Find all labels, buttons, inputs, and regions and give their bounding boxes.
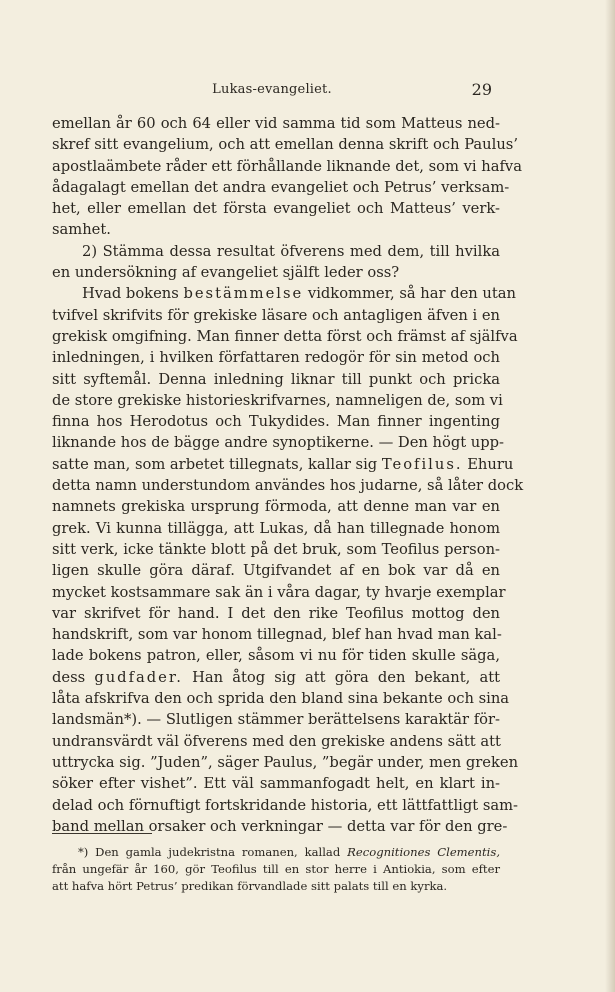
- text-line: söker efter vishet”. Ett väl sammanfogadt helt, en klart in-: [52, 775, 500, 793]
- text-line: detta namn understundom användes hos judarne, så låter dock: [52, 477, 524, 495]
- footnote-italic-title: Recognitiones Clementis,: [347, 845, 501, 859]
- footnote-line: från ungefär år 160, gör Teofilus till en stor herre i Antiokia, som efter: [52, 862, 500, 876]
- spaced-emphasis: gudfader.: [94, 668, 183, 686]
- text-run: Ehuru: [467, 455, 514, 473]
- text-line: landsmän*). — Slutligen stämmer berättelsens karaktär för-: [52, 711, 500, 729]
- text-line: band mellan orsaker och verkningar — detta var för den gre-: [52, 817, 508, 835]
- text-line: uttrycka sig. ”Juden”, säger Paulus, ”begär under, men greken: [52, 753, 519, 771]
- text-line: grekisk omgifning. Man finner detta först och främst af själfva: [52, 327, 518, 345]
- text-line: en undersökning af evangeliet själft leder oss?: [52, 264, 400, 282]
- text-line: sitt verk, icke tänkte blott på det bruk, som Teofilus person-: [52, 540, 500, 558]
- text-line: mycket kostsammare sak än i våra dagar, ty hvarje exemplar: [52, 583, 506, 601]
- text-line: apostlaämbete råder ett förhållande liknande det, som vi hafva: [52, 157, 522, 175]
- text-line: undransvärdt väl öfverens med den grekiske andens sätt att: [52, 732, 501, 750]
- page-edge-shadow: [605, 0, 615, 992]
- text-line: skref sitt evangelium, och att emellan denna skrift och Paulus’: [52, 136, 518, 154]
- body-text: [52, 113, 524, 837]
- text-run: dess: [52, 668, 86, 686]
- text-line: inledningen, i hvilken författaren redogör för sin metod och: [52, 349, 500, 367]
- text-line: de store grekiske historieskrifvarnes, namneligen de, som vi: [52, 391, 503, 409]
- text-line: lade bokens patron, eller, såsom vi nu för tiden skulle säga,: [52, 647, 500, 665]
- footnote-line: [52, 844, 500, 861]
- text-line: låta afskrifva den och sprida den bland sina bekante och sina: [52, 690, 510, 708]
- spaced-emphasis: Teofilus.: [381, 455, 463, 473]
- text-line: tvifvel skrifvits för grekiske läsare och antagligen äfven i en: [52, 306, 500, 324]
- text-line: delad och förnuftigt fortskridande historia, ett lättfattligt sam-: [52, 796, 519, 814]
- text-line: [52, 454, 514, 475]
- running-title: Lukas-evangeliet.: [212, 82, 332, 97]
- text-line: [52, 283, 516, 304]
- footnote-divider: [52, 833, 152, 834]
- text-line: ligen skulle göra däraf. Utgifvandet af en bok var då en: [52, 562, 500, 580]
- text-run: vidkommer, så har den utan: [307, 285, 516, 303]
- text-run: Han åtog sig att göra den bekant, att: [192, 668, 501, 686]
- text-line: sitt syftemål. Denna inledning liknar till punkt och pricka: [52, 370, 500, 388]
- footnote-line: att hafva hört Petrus’ predikan förvandlade sitt palats till en kyrka.: [52, 879, 448, 893]
- page-number: 29: [471, 80, 492, 99]
- text-run: satte man, som arbetet tillegnats, kallar sig: [52, 455, 378, 473]
- text-line: samhet.: [52, 221, 111, 239]
- text-line: liknande hos de bägge andre synoptikerne. — Den högt upp-: [52, 434, 505, 452]
- text-line: namnets grekiska ursprung förmoda, att denne man var en: [52, 498, 500, 516]
- text-line: emellan år 60 och 64 eller vid samma tid som Matteus ned-: [52, 115, 500, 132]
- page-header: [52, 82, 492, 106]
- text-line: var skrifvet för hand. I det den rike Teofilus mottog den: [52, 604, 500, 622]
- footnote-text: *) Den gamla judekristna romanen, kallad: [78, 845, 341, 859]
- spaced-emphasis: bestämmelse: [183, 285, 304, 303]
- text-line: 2) Stämma dessa resultat öfverens med dem, till hvilka: [82, 242, 500, 260]
- text-line: het, eller emellan det första evangeliet och Matteus’ verk-: [52, 200, 500, 218]
- text-line: grek. Vi kunna tillägga, att Lukas, då han tillegnade honom: [52, 519, 500, 537]
- text-line: ådagalagt emellan det andra evangeliet och Petrus’ verksam-: [52, 178, 510, 196]
- text-line: [52, 667, 500, 688]
- text-line: finna hos Herodotus och Tukydides. Man finner ingenting: [52, 413, 500, 431]
- footnote: [52, 844, 500, 895]
- text-line: handskrift, som var honom tillegnad, blef han hvad man kal-: [52, 626, 502, 644]
- text-run: Hvad bokens: [82, 285, 179, 303]
